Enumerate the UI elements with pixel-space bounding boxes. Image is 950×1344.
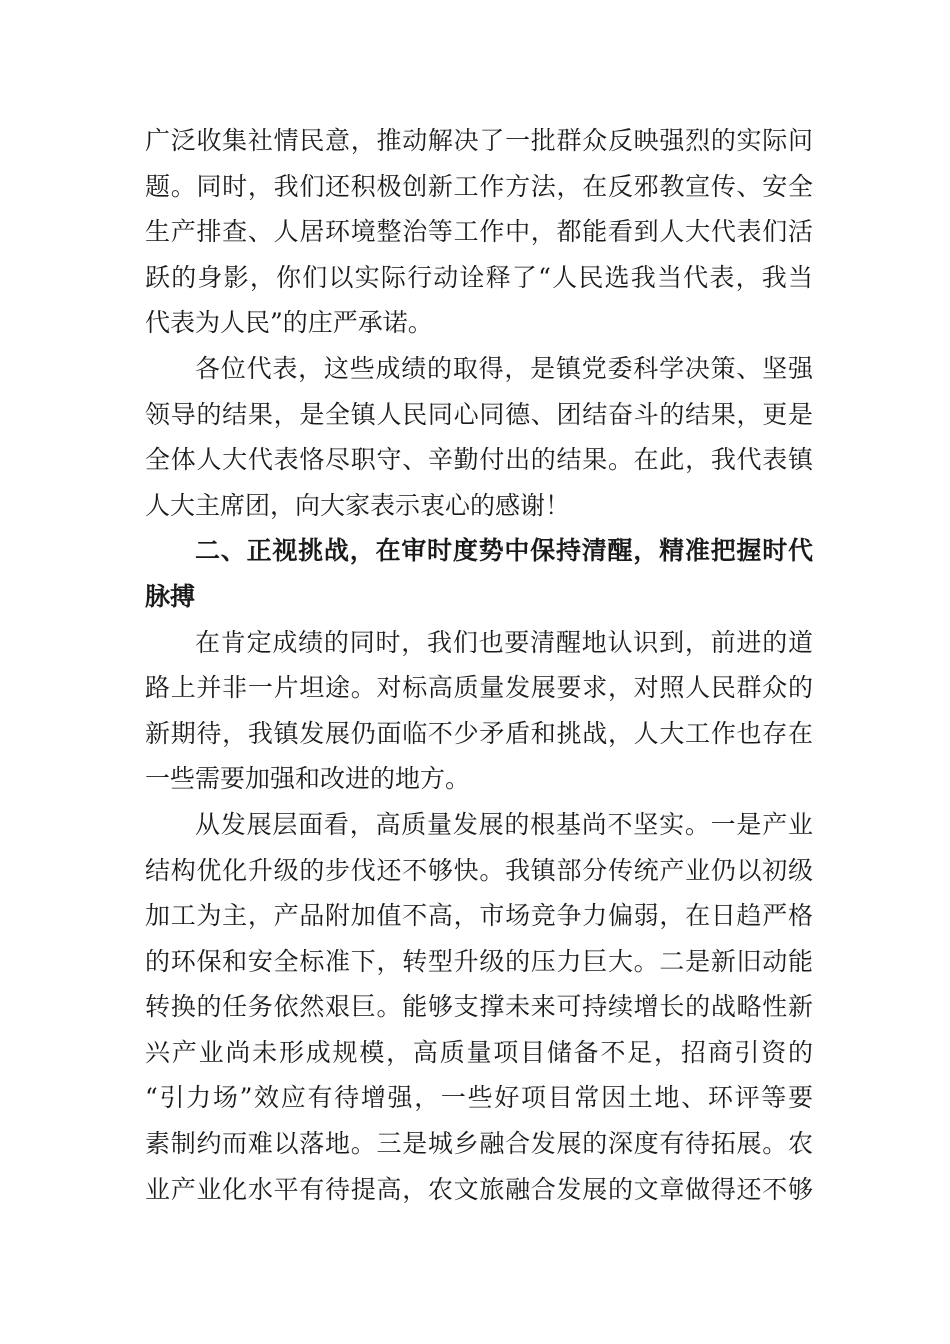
document-body (145, 118, 813, 1212)
text-line: 素制约而难以落地。三是城乡融合发展的深度有待拓展。农 (145, 1129, 813, 1159)
text-line: 领导的结果，是全镇人民同心同德、团结奋斗的结果，更是 (145, 399, 813, 429)
text-line: 在肯定成绩的同时，我们也要清醒地认识到，前进的道 (195, 627, 813, 657)
text-line: 一些需要加强和改进的地方。 (145, 764, 471, 794)
text-line: 转换的任务依然艰巨。能够支撑未来可持续增长的战略性新 (145, 992, 813, 1022)
text-line: 从发展层面看，高质量发展的根基尚不坚实。一是产业 (195, 809, 813, 839)
text-line: 兴产业尚未形成规模，高质量项目储备不足，招商引资的 (145, 1037, 813, 1067)
text-line: 全体人大代表恪尽职守、辛勤付出的结果。在此，我代表镇 (145, 445, 813, 475)
text-line: 结构优化升级的步伐还不够快。我镇部分传统产业仍以初级 (145, 855, 813, 885)
text-line: 路上并非一片坦途。对标高质量发展要求，对照人民群众的 (145, 673, 813, 703)
text-line: “引力场”效应有待增强，一些好项目常因土地、环评等要 (145, 1083, 813, 1113)
text-line: 题。同时，我们还积极创新工作方法，在反邪教宣传、安全 (145, 171, 813, 201)
section-heading: 二、正视挑战，在审时度势中保持清醒，精准把握时代 (195, 536, 813, 566)
text-line: 的环保和安全标准下，转型升级的压力巨大。二是新旧动能 (145, 946, 813, 976)
text-line: 各位代表，这些成绩的取得，是镇党委科学决策、坚强 (195, 353, 813, 383)
text-line: 跃的身影，你们以实际行动诠释了“人民选我当代表，我当 (145, 262, 813, 292)
text-line: 生产排查、人居环境整治等工作中，都能看到人大代表们活 (145, 217, 813, 247)
text-line: 新期待，我镇发展仍面临不少矛盾和挑战，人大工作也存在 (145, 718, 813, 748)
text-line: 代表为人民”的庄严承诺。 (145, 308, 433, 338)
text-line: 人大主席团，向大家表示衷心的感谢！ (145, 490, 571, 520)
section-heading: 脉搏 (145, 581, 196, 611)
text-line: 业产业化水平有待提高，农文旅融合发展的文章做得还不够 (145, 1174, 813, 1204)
text-line: 广泛收集社情民意，推动解决了一批群众反映强烈的实际问 (145, 126, 813, 155)
text-line: 加工为主，产品附加值不高，市场竞争力偏弱，在日趋严格 (145, 901, 813, 931)
